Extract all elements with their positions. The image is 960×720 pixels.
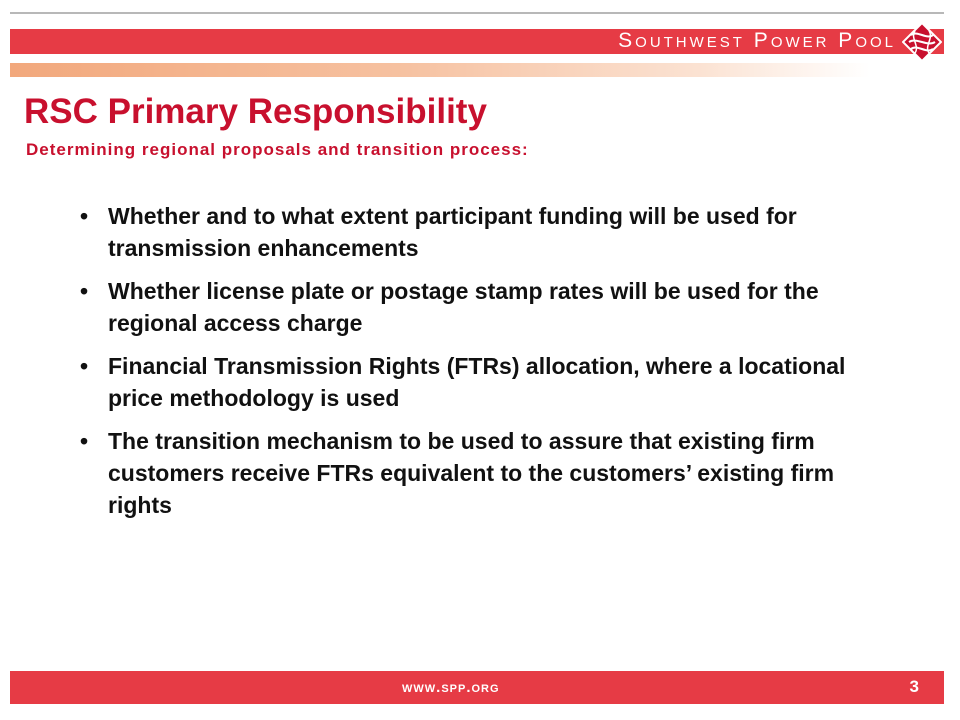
top-divider (10, 12, 944, 14)
bullet-item (80, 200, 880, 264)
bullet-item (80, 350, 880, 414)
bullet-marker: • (80, 278, 89, 304)
gradient-accent-bar (10, 63, 870, 77)
brand-name: Southwest Power Pool (618, 29, 896, 52)
bullet-list (80, 200, 880, 532)
footer-url[interactable]: www.spp.org (402, 679, 500, 696)
bullet-text: Whether and to what extent participant funding will be used for transmission enhancements (108, 203, 797, 261)
page-number: 3 (909, 677, 919, 696)
bullet-item (80, 425, 880, 521)
bullet-text: Whether license plate or postage stamp rates will be used for the regional access charge (108, 278, 819, 336)
spp-logo-icon (902, 22, 942, 62)
bullet-marker: • (80, 353, 89, 379)
bullet-text: Financial Transmission Rights (FTRs) allocation, where a locational price methodology is used (108, 353, 846, 411)
bullet-item (80, 275, 880, 339)
slide-subtitle: Determining regional proposals and transition process: (26, 140, 529, 159)
bullet-marker: • (80, 203, 89, 229)
bullet-marker: • (80, 428, 89, 454)
slide-title: RSC Primary Responsibility (24, 92, 487, 131)
bullet-text: The transition mechanism to be used to assure that existing firm customers receive FTRs equivalent to the customers’ existing firm rights (108, 428, 835, 518)
